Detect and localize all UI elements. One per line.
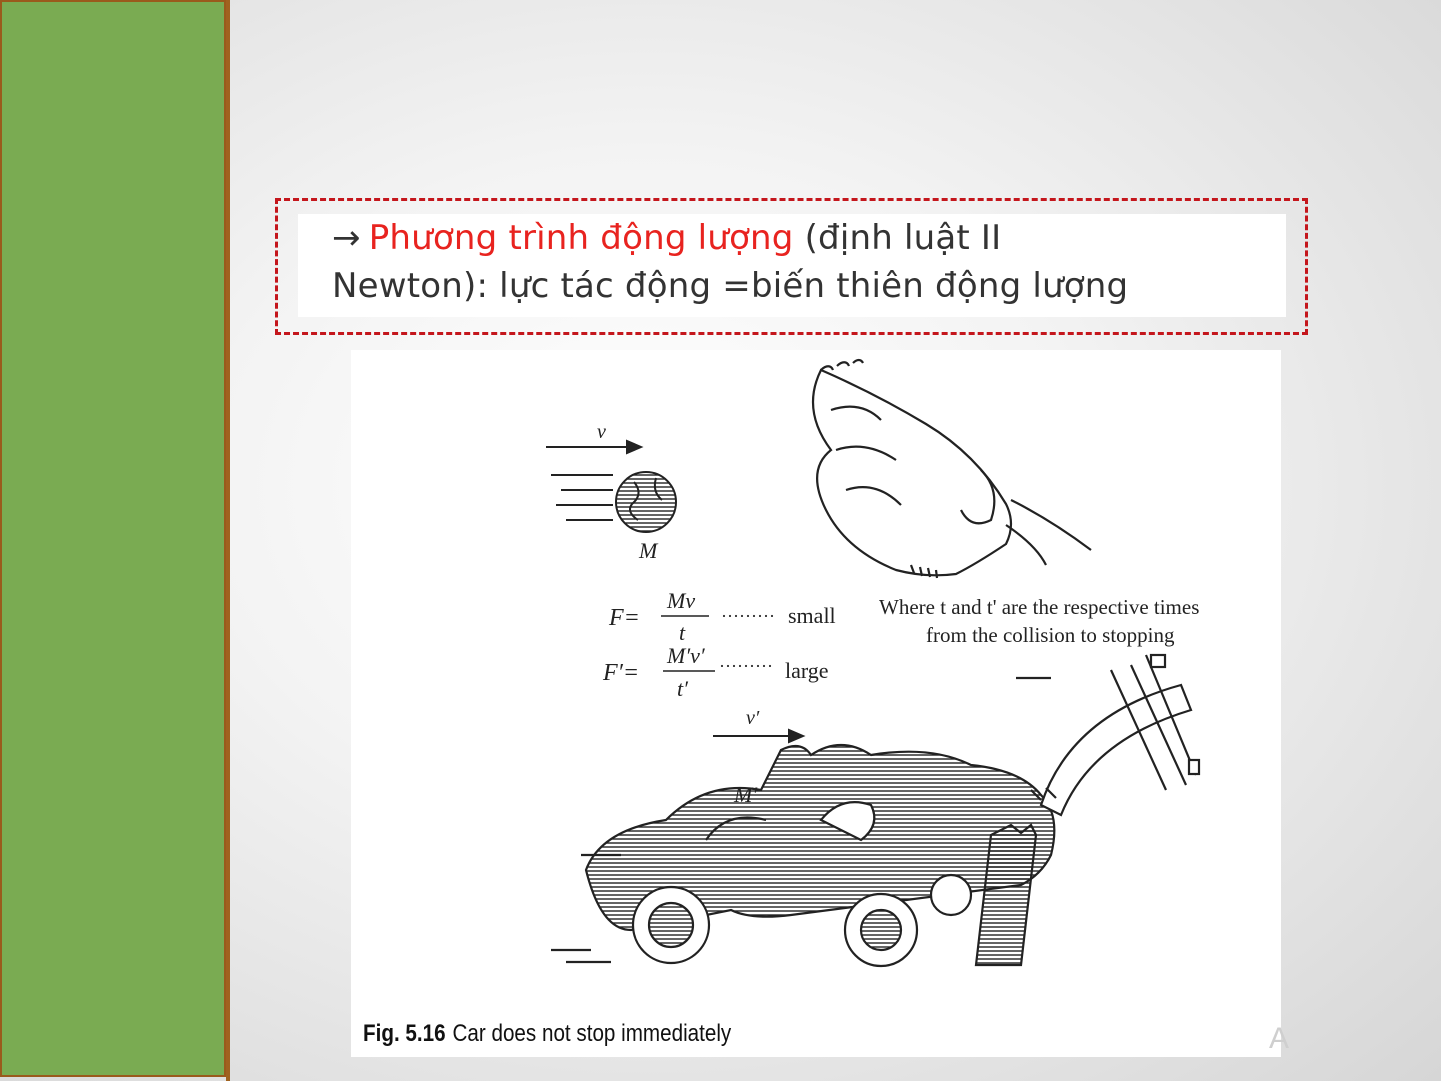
callout-text-box <box>298 214 1286 317</box>
watermark-letter: A <box>1269 1022 1290 1055</box>
formula1-dots: ········· <box>721 606 775 626</box>
formula1-desc: small <box>788 603 836 628</box>
formula2-desc: large <box>785 658 829 683</box>
note-line-2: from the collision to stopping <box>926 623 1175 647</box>
glove-hand <box>813 360 1091 578</box>
caption-text: Car does not stop immediately <box>452 1020 732 1047</box>
ball-label: M <box>639 538 658 563</box>
sidebar-divider <box>226 0 230 1081</box>
formula2-num: M′v′ <box>667 643 705 668</box>
note-line-1: Where t and t' are the respective times <box>879 595 1200 619</box>
figure-caption <box>363 1020 731 1048</box>
arrow-icon: → <box>332 218 361 258</box>
v-prime-label: v′ <box>746 707 760 729</box>
velocity-arrow-v <box>546 441 641 453</box>
caption-figure-number: Fig. 5.16 <box>363 1020 446 1047</box>
sidebar-panel <box>0 0 226 1077</box>
velocity-arrow-v-prime <box>713 730 803 742</box>
v-label: v <box>597 421 606 443</box>
ball <box>551 472 676 532</box>
formula1-den: t <box>679 620 686 645</box>
formula1-lhs: F= <box>609 605 640 631</box>
formula2-dots: ········· <box>719 656 773 676</box>
callout-line-1 <box>332 218 1001 258</box>
highlight-term: Phương trình động lượng <box>368 218 794 258</box>
formula2-lhs: F′= <box>603 660 640 686</box>
formula2-den: t′ <box>677 676 688 701</box>
figure-illustration <box>351 350 1290 1057</box>
figure-drawing <box>351 350 1281 1057</box>
callout-line-2: Newton): lực tác động =biến thiên động lượng <box>332 266 1129 306</box>
callout-line-1-rest: (định luật II <box>793 218 1002 258</box>
formula1-num: Mv <box>667 588 696 613</box>
